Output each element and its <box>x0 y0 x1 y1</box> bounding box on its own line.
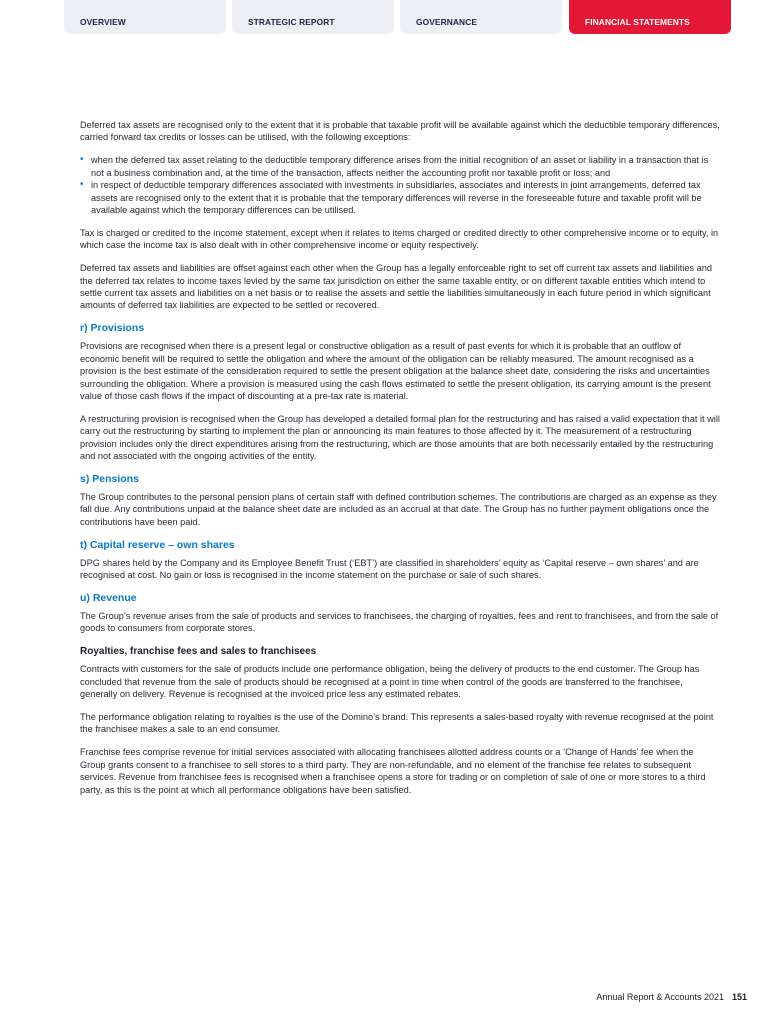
heading-royalties: Royalties, franchise fees and sales to franchisees <box>80 646 317 658</box>
heading-capital-reserve: t) Capital reserve – own shares <box>80 538 235 551</box>
paragraph-franchise-fees: Franchise fees comprise revenue for initial services associated with allocating franchisees allotted address counts or a ‘Change of Hands’ fee when the Group grants consent to a franchisee to sell stores to a third party. They are non-refundable, and no element of the franchise fee relates to subsequent services. Revenue from franchisee fees is recognised when a franchisee opens a store for trading or on completion of sale of one or more stores to a third party, as this is the point at which all performance obligations have been satisfied. <box>80 747 706 795</box>
list-item: • in respect of deductible temporary differences associated with investments in subsidiaries, associates and interests in joint arrangements, deferred tax assets are recognised only to the extent that it is probable that the temporary differences will reverse in the foreseeable future and taxable profit will be available against which the temporary differences can be utilised. <box>80 179 720 216</box>
paragraph-royalties: The performance obligation relating to royalties is the use of the Domino’s brand. This represents a sales-based royalty with revenue recognised at the point the franchisee makes a sale to an end consumer. <box>80 712 714 735</box>
paragraph-provisions: Provisions are recognised when there is a present legal or constructive obligation as a result of past events for which it is probable that an outflow of economic benefit will be required to settle the obligation and where the amount of the obligation can be reliably measured. The amount recognised as a provision is the best estimate of the consideration required to settle the present obligation at the balance sheet date, considering the risks and uncertainties surrounding the obligation. Where a provision is measured using the cash flows estimated to settle the present obligation, its carrying amount is the present value of those cash flows if the impact of discounting at a pre-tax rate is material. <box>80 341 711 401</box>
page-number: 151 <box>731 992 747 1002</box>
heading-provisions: r) Provisions <box>80 322 145 335</box>
paragraph-pensions: The Group contributes to the personal pension plans of certain staff with defined contribution schemes. The contributions are charged as an expense as they fall due. Any contributions unpaid at the balance sheet date are included as an accrual at that date. The Group has no further payment obligations once the contributions have been paid. <box>80 491 717 527</box>
tab-strategic-report[interactable]: STRATEGIC REPORT <box>232 0 394 34</box>
page-footer <box>596 992 747 1002</box>
heading-revenue: u) Revenue <box>80 591 137 604</box>
list-item: • when the deferred tax asset relating to the deductible temporary difference arises from the initial recognition of an asset or liability in a transaction that is not a business combination and, at the time of the transaction, affects neither the accounting profit nor taxable profit or loss; and <box>80 154 720 179</box>
document-body <box>80 119 720 806</box>
report-title: Annual Report & Accounts 2021 <box>596 992 724 1002</box>
paragraph-offset: Deferred tax assets and liabilities are offset against each other when the Group has a legally enforceable right to set off current tax assets and liabilities and the deferred tax relates to income taxes levied by the same tax jurisdiction on either the same taxable entity, or on different taxable entities which intend to settle current tax assets and liabilities on a net basis or to realise the assets and settle the liabilities simultaneously in each future period in which significant amounts of deferred tax liabilities are expected to be settled or recovered. <box>80 263 712 311</box>
paragraph-deferred-tax-assets: Deferred tax assets are recognised only to the extent that it is probable that taxable profit will be available against which the deductible temporary differences, carried forward tax credits or losses can be utilised, with the following exceptions: <box>80 120 720 143</box>
exceptions-list <box>80 154 720 216</box>
tab-overview[interactable]: OVERVIEW <box>64 0 226 34</box>
heading-pensions: s) Pensions <box>80 472 139 485</box>
tab-financial-statements[interactable]: FINANCIAL STATEMENTS <box>569 0 731 34</box>
paragraph-restructuring: A restructuring provision is recognised when the Group has developed a detailed formal plan for the restructuring and has raised a valid expectation that it will carry out the restructuring by starting to implement the plan or announcing its main features to those affected by it. The measurement of a restructuring provision includes only the direct expenditures arising from the restructuring, which are those amounts that are both necessarily entailed by the restructuring and not associated with the ongoing activities of the entity. <box>80 413 720 462</box>
tab-governance[interactable]: GOVERNANCE <box>400 0 562 34</box>
paragraph-contracts: Contracts with customers for the sale of products include one performance obligation, being the delivery of products to the end customer. The Group has concluded that revenue from the sale of products should be recognised at a point in time when control of the goods are transferred to the franchisee, generally on delivery. Revenue is recognised at the invoiced price less any estimated rebates. <box>80 664 700 700</box>
paragraph-tax-charged: Tax is charged or credited to the income statement, except when it relates to items charged or credited directly to other comprehensive income or to equity, in which case the income tax is also dealt with in other comprehensive income or equity respectively. <box>80 227 719 251</box>
section-navigation <box>64 0 731 34</box>
paragraph-revenue: The Group’s revenue arises from the sale of products and services to franchisees, the charging of royalties, fees and rent to franchisees, and from the sale of goods to consumers from corporate stores. <box>80 610 719 634</box>
paragraph-capital-reserve: DPG shares held by the Company and its Employee Benefit Trust (‘EBT’) are classified in shareholders’ equity as ‘Capital reserve – own shares’ and are recognised at cost. No gain or loss is recognised in the income statement on the purchase or sale of such shares. <box>80 557 699 581</box>
